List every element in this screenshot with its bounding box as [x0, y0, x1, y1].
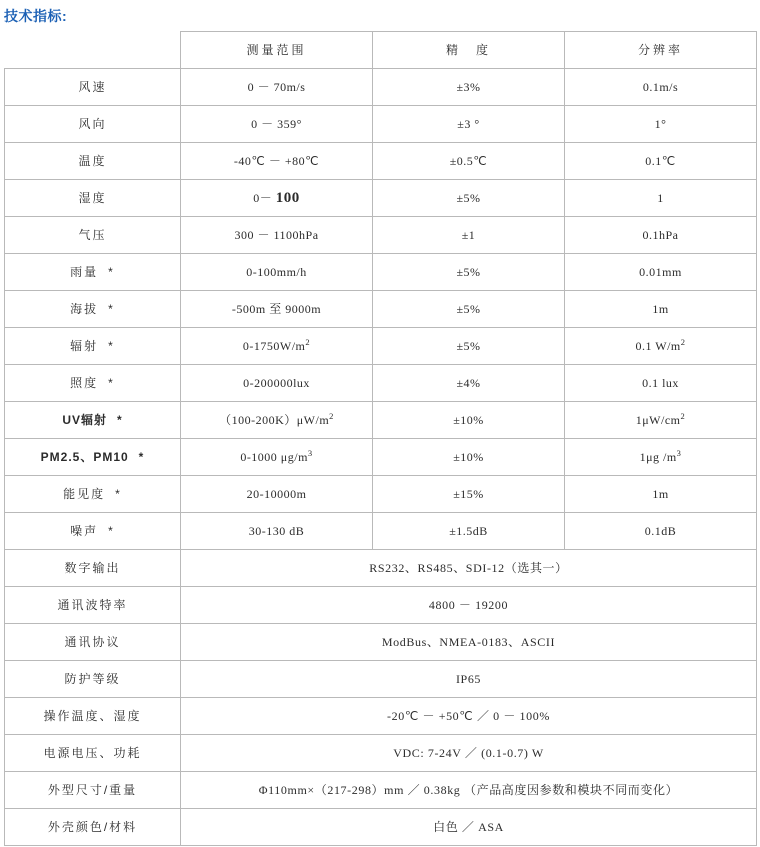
row-accuracy: ±5%: [373, 328, 565, 365]
row-accuracy: ±5%: [373, 180, 565, 217]
table-header-row: [5, 32, 757, 69]
table-row: [5, 513, 757, 550]
row-label: [5, 254, 181, 291]
row-label: 操作温度、湿度: [5, 698, 181, 735]
row-range: 0-1000 $\mu g/m^3$: [181, 439, 373, 476]
specifications-table: [4, 31, 757, 846]
row-label: [5, 439, 181, 476]
row-value: ModBus、NMEA-0183、ASCII: [181, 624, 757, 661]
table-row: [5, 476, 757, 513]
row-accuracy: ±3%: [373, 69, 565, 106]
row-label: [5, 328, 181, 365]
table-row: [5, 217, 757, 254]
header-cell-accuracy: 精 度: [373, 32, 565, 69]
table-row: [5, 143, 757, 180]
row-range: 0－ 100: [181, 180, 373, 217]
row-value: Φ110mm×（217-298）mm ／ 0.38kg （产品高度因参数和模块不同而变化）: [181, 772, 757, 809]
header-cell-resolution: 分辨率: [565, 32, 757, 69]
row-range: 300 － 1100hPa: [181, 217, 373, 254]
row-accuracy: ±4%: [373, 365, 565, 402]
row-label-text: 噪声: [70, 523, 99, 538]
row-label: 风速: [5, 69, 181, 106]
optional-star: *: [108, 375, 115, 390]
row-accuracy: ±10%: [373, 439, 565, 476]
row-label: 通讯协议: [5, 624, 181, 661]
row-accuracy: ±15%: [373, 476, 565, 513]
table-row: [5, 698, 757, 735]
row-resolution: 0.1 $W/m^2$: [565, 328, 757, 365]
row-accuracy: ±3 °: [373, 106, 565, 143]
row-label: 外型尺寸/重量: [5, 772, 181, 809]
row-label-text: 能见度: [63, 486, 106, 501]
table-row: [5, 328, 757, 365]
row-resolution: 0.1hPa: [565, 217, 757, 254]
row-label: 数字输出: [5, 550, 181, 587]
row-range: 0-100mm/h: [181, 254, 373, 291]
table-row: [5, 809, 757, 846]
row-value: RS232、RS485、SDI-12（选其一）: [181, 550, 757, 587]
row-resolution: 1°: [565, 106, 757, 143]
row-range: $(100-200K)\mu W/m^2$: [181, 402, 373, 439]
row-label: 通讯波特率: [5, 587, 181, 624]
row-resolution: 1m: [565, 291, 757, 328]
row-range: $0-1750W/m^2$: [181, 328, 373, 365]
optional-star: *: [117, 412, 123, 427]
table-row: [5, 772, 757, 809]
row-label: [5, 402, 181, 439]
row-value: VDC: 7-24V ／ (0.1-0.7) W: [181, 735, 757, 772]
optional-star: *: [108, 301, 115, 316]
row-label: 湿度: [5, 180, 181, 217]
row-value: 白色 ／ ASA: [181, 809, 757, 846]
row-resolution: 1μg $/m^3$: [565, 439, 757, 476]
row-label: 风向: [5, 106, 181, 143]
table-row: [5, 291, 757, 328]
table-row: [5, 439, 757, 476]
row-label: 气压: [5, 217, 181, 254]
row-label-text: 照度: [70, 375, 99, 390]
row-range: 0 － 359°: [181, 106, 373, 143]
row-resolution: 0.1℃: [565, 143, 757, 180]
row-label: 防护等级: [5, 661, 181, 698]
row-accuracy: ±5%: [373, 254, 565, 291]
row-value: -20℃ － +50℃ ／ 0 － 100%: [181, 698, 757, 735]
row-accuracy: ±10%: [373, 402, 565, 439]
row-range: 20-10000m: [181, 476, 373, 513]
row-accuracy: ±5%: [373, 291, 565, 328]
table-row: [5, 661, 757, 698]
row-resolution: 1m: [565, 476, 757, 513]
row-label-text: UV辐射: [62, 412, 107, 427]
table-row: [5, 365, 757, 402]
table-row: [5, 402, 757, 439]
row-label-text: PM2.5、PM10: [40, 449, 129, 464]
row-resolution: 0.01mm: [565, 254, 757, 291]
row-range: -40℃ － +80℃: [181, 143, 373, 180]
optional-star: *: [108, 523, 115, 538]
row-resolution: 1: [565, 180, 757, 217]
row-label: 电源电压、功耗: [5, 735, 181, 772]
table-row: [5, 180, 757, 217]
row-value: IP65: [181, 661, 757, 698]
table-row: [5, 624, 757, 661]
row-resolution: $1\mu W/cm^2$: [565, 402, 757, 439]
row-resolution: 0.1m/s: [565, 69, 757, 106]
optional-star: *: [108, 264, 115, 279]
page-title: 技术指标:: [4, 8, 68, 24]
table-row: [5, 69, 757, 106]
row-label: 外壳颜色/材料: [5, 809, 181, 846]
row-label-text: 海拔: [70, 301, 99, 316]
optional-star: *: [115, 486, 122, 501]
optional-star: *: [138, 449, 145, 464]
row-label-text: 辐射: [70, 338, 99, 353]
header-cell-range: 测量范围: [181, 32, 373, 69]
header-cell-blank: [5, 32, 181, 69]
row-range: 0-200000lux: [181, 365, 373, 402]
row-range: 30-130 dB: [181, 513, 373, 550]
row-resolution: 0.1 lux: [565, 365, 757, 402]
table-row: [5, 550, 757, 587]
table-row: [5, 254, 757, 291]
row-resolution: 0.1dB: [565, 513, 757, 550]
row-range: -500m 至 9000m: [181, 291, 373, 328]
table-row: [5, 735, 757, 772]
row-accuracy: ±0.5℃: [373, 143, 565, 180]
row-accuracy: ±1.5dB: [373, 513, 565, 550]
row-label: [5, 291, 181, 328]
row-label-text: 雨量: [70, 264, 99, 279]
table-row: [5, 587, 757, 624]
row-label: [5, 476, 181, 513]
table-row: [5, 106, 757, 143]
row-accuracy: ±1: [373, 217, 565, 254]
row-label: [5, 365, 181, 402]
optional-star: *: [108, 338, 115, 353]
row-label: [5, 513, 181, 550]
row-value: 4800 － 19200: [181, 587, 757, 624]
row-label: 温度: [5, 143, 181, 180]
row-range: 0 － 70m/s: [181, 69, 373, 106]
